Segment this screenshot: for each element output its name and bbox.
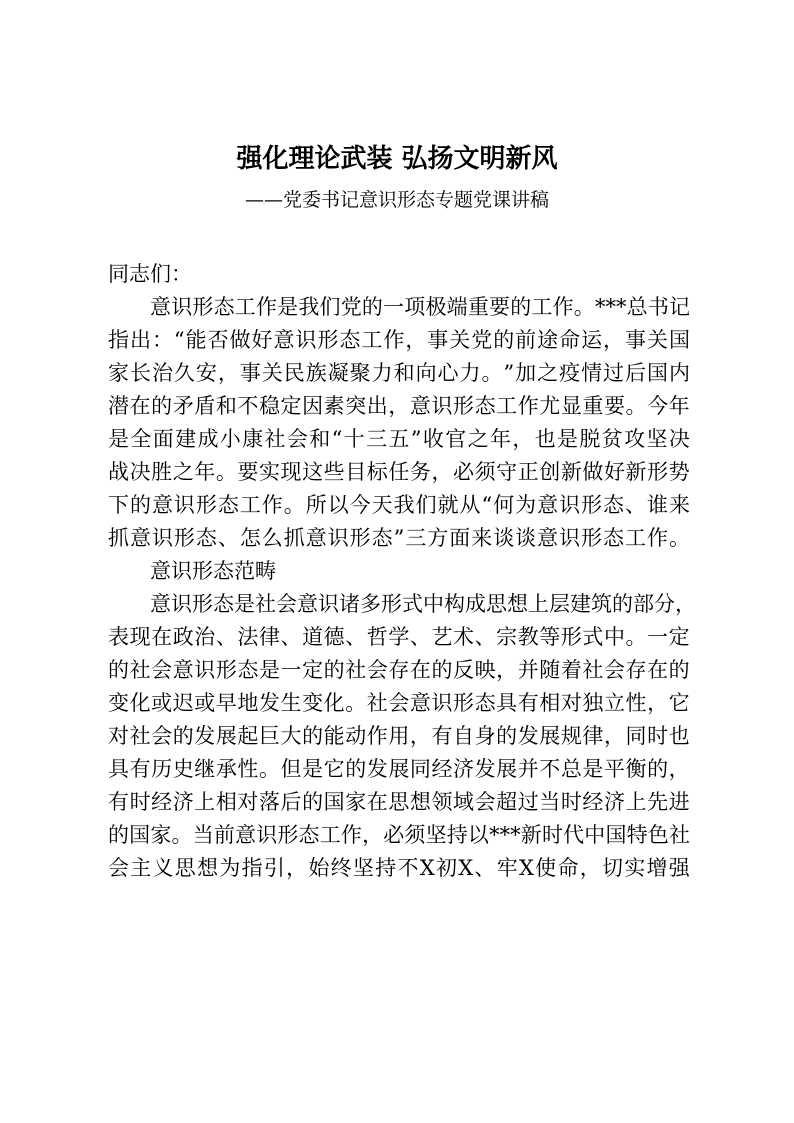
document-title: 强化理论武装 弘扬文明新风: [236, 144, 558, 174]
body-line: 的 社 会 意 识 形 态 是 一 定 的 社 会 存 在 的 反 映 ， 并 随 着 社 会 存 在 的: [108, 658, 690, 682]
body-line: 的 国 家 。 当 前 意 识 形 态 工 作 ， 必 须 坚 持 以 *** 新 时 代 中 国 特 色 社: [108, 823, 690, 847]
body-line: 会 主 义 思 想 为 指 引 ， 始 终 坚 持 不 X 初 X 、 牢 X 使 命 ， 切 实 增 强: [108, 856, 690, 880]
body-line: 抓 意 识 形 态 、 怎 么 抓 意 识 形 态 ” 三 方 面 来 谈 谈 意 识 形 态 工 作 。: [108, 526, 690, 550]
body-line: 下 的 意 识 形 态 工 作 。 所 以 今 天 我 们 就 从 “ 何 为 意 识 形 态 、 谁 来: [108, 493, 690, 517]
body-line: 有 时 经 济 上 相 对 落 后 的 国 家 在 思 想 领 域 会 超 过 当 时 经 济 上 先 进: [108, 790, 690, 814]
body-line: 指 出 ： “ 能 否 做 好 意 识 形 态 工 作 ， 事 关 党 的 前 途 命 运 ， 事 关 国: [108, 328, 690, 352]
body-line: 是 全 面 建 成 小 康 社 会 和 “ 十 三 五 ” 收 官 之 年 ， 也 是 脱 贫 攻 坚 决: [108, 427, 690, 451]
body-line: 意 识 形 态 是 社 会 意 识 诸 多 形 式 中 构 成 思 想 上 层 建 筑 的 部 分 ，: [150, 592, 696, 616]
body-line: 具 有 历 史 继 承 性 。 但 是 它 的 发 展 同 经 济 发 展 并 不 总 是 平 衡 的 ，: [108, 757, 690, 781]
body-line: 意 识 形 态 工 作 是 我 们 党 的 一 项 极 端 重 要 的 工 作 。 *** 总 书 记: [150, 295, 690, 319]
document-subtitle: ——党委书记意识形态专题党课讲稿: [244, 189, 549, 211]
body-line: 同志们：: [108, 262, 192, 286]
body-line: 家 长 治 久 安 ， 事 关 民 族 凝 聚 力 和 向 心 力 。 ” 加 之 疫 情 过 后 国 内: [108, 361, 690, 385]
body-line: 表 现 在 政 治 、 法 律 、 道 德 、 哲 学 、 艺 术 、 宗 教 等 形 式 中 。 一 定: [108, 625, 690, 649]
body-line: 对 社 会 的 发 展 起 巨 大 的 能 动 作 用 ， 有 自 身 的 发 展 规 律 ， 同 时 也: [108, 724, 690, 748]
document-body: [108, 258, 696, 885]
body-line: 变 化 或 迟 或 早 地 发 生 变 化 。 社 会 意 识 形 态 具 有 相 对 独 立 性 ， 它: [108, 691, 690, 715]
body-line: 意识形态范畴: [150, 559, 276, 583]
body-line: 潜 在 的 矛 盾 和 不 稳 定 因 素 突 出 ， 意 识 形 态 工 作 尤 显 重 要 。 今 年: [108, 394, 690, 418]
body-line: 战 决 胜 之 年 。 要 实 现 这 些 目 标 任 务 ， 必 须 守 正 创 新 做 好 新 形 势: [108, 460, 690, 484]
